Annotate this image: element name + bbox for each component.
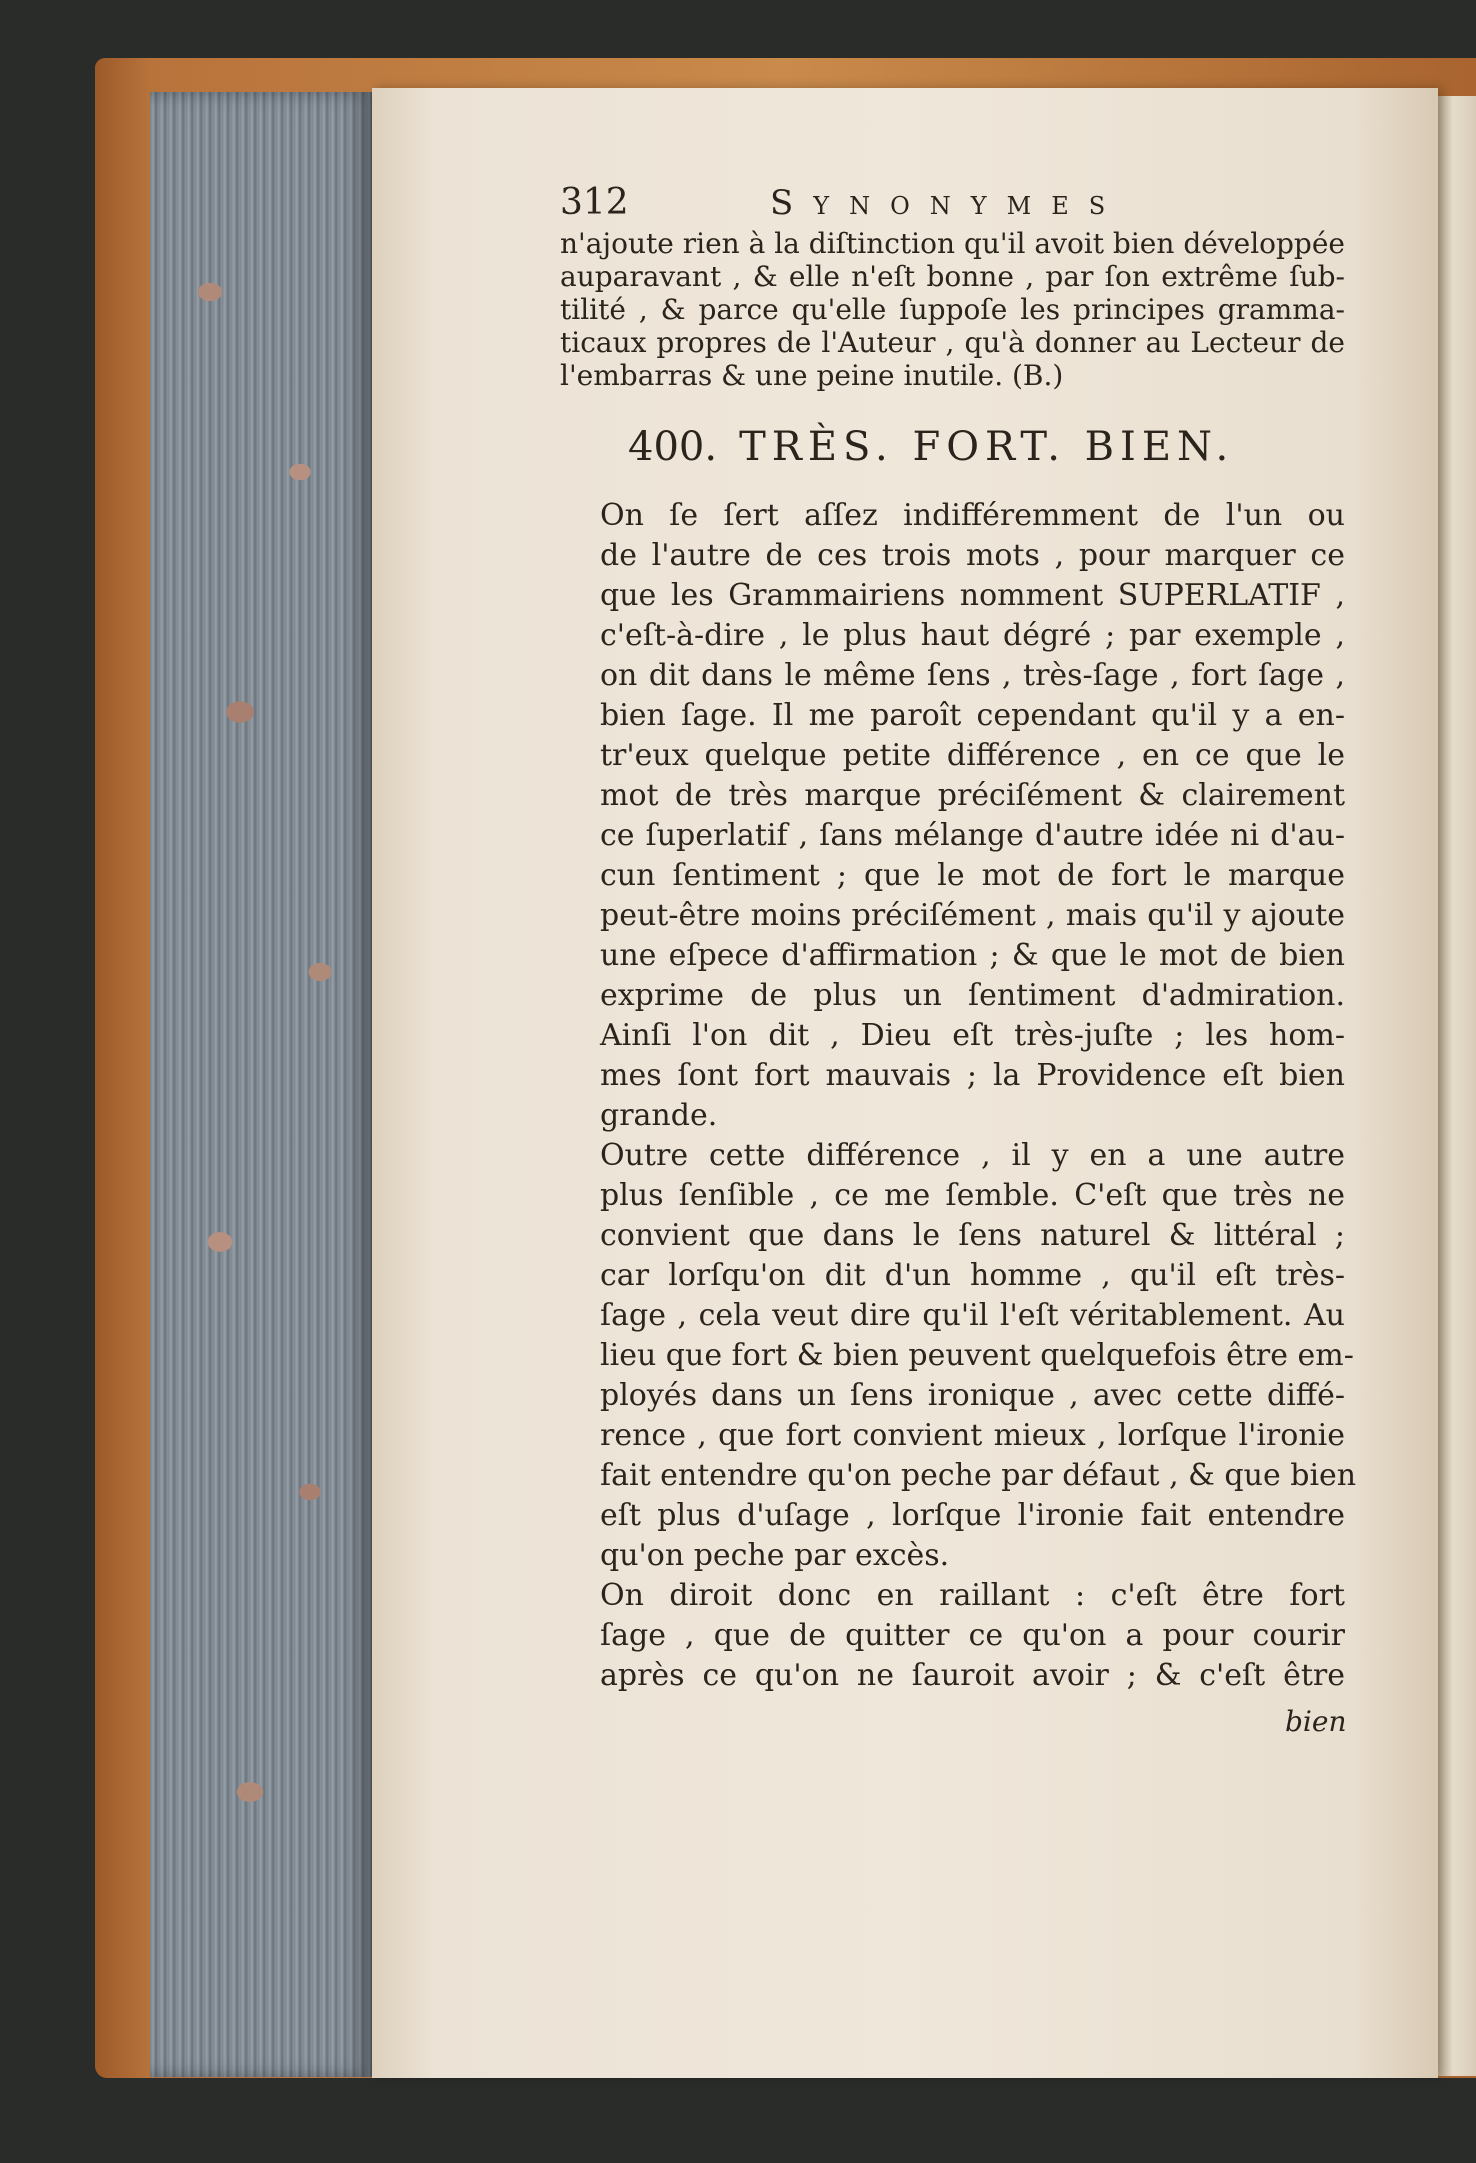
text-line: ployés dans un ſens ironique , avec cette diffé- bbox=[600, 1378, 1345, 1413]
text-line: peut-être moins préciſément , mais qu'il y ajoute bbox=[600, 898, 1345, 933]
text-line: rence , que fort convient mieux , lorſque l'ironie bbox=[600, 1418, 1345, 1453]
text-line: Ainſi l'on dit , Dieu eſt très-juſte ; les hom- bbox=[600, 1018, 1345, 1053]
text-line: tr'eux quelque petite différence , en ce que le bbox=[600, 738, 1345, 773]
text-line: Outre cette différence , il y en a une autre bbox=[600, 1138, 1345, 1173]
text-line: mot de très marque préciſément & clairement bbox=[600, 778, 1345, 813]
text-line: exprime de plus un ſentiment d'admiration. bbox=[600, 978, 1345, 1013]
text-line: ſage , que de quitter ce qu'on a pour courir bbox=[600, 1618, 1345, 1653]
text-line: ce ſuperlatif , ſans mélange d'autre idée ni d'au- bbox=[600, 818, 1345, 853]
text-line: plus ſenſible , ce me ſemble. C'eſt que très ne bbox=[600, 1178, 1345, 1213]
text-line: On diroit donc en raillant : c'eſt être fort bbox=[600, 1578, 1345, 1613]
text-line: on dit dans le même ſens , très-ſage , fort ſage , bbox=[600, 658, 1345, 693]
paragraph-2 bbox=[560, 1136, 1357, 1576]
section-number: 400. bbox=[628, 424, 718, 470]
catchword: bien bbox=[1285, 1705, 1347, 1738]
text-line: de l'autre de ces trois mots , pour marquer ce bbox=[600, 538, 1345, 573]
text-line: qu'on peche par excès. bbox=[600, 1538, 950, 1573]
text-line: c'eſt-à-dire , le plus haut dégré ; par exemple , bbox=[600, 618, 1345, 653]
text-line: l'embarras & une peine inutile. (B.) bbox=[560, 359, 1064, 392]
text-line: car lorſqu'on dit d'un homme , qu'il eſt très- bbox=[600, 1258, 1345, 1293]
paragraph-3 bbox=[560, 1576, 1345, 1696]
text-line: convient que dans le ſens naturel & littéral ; bbox=[600, 1218, 1345, 1253]
text-line: que les Grammairiens nomment SUPERLATIF , bbox=[600, 578, 1345, 613]
facing-page-edge bbox=[1438, 96, 1476, 2076]
text-line: tilité , & parce qu'elle ſuppoſe les principes gramma- bbox=[560, 293, 1345, 326]
section-heading bbox=[628, 422, 1345, 472]
text-line: n'ajoute rien à la diſtinction qu'il avoit bien développée bbox=[560, 227, 1345, 260]
page-number: 312 bbox=[560, 182, 629, 223]
text-line: On ſe ſert aſſez indifféremment de l'un ou bbox=[600, 498, 1345, 533]
prev-paragraph bbox=[560, 227, 1345, 392]
text-line: auparavant , & elle n'eſt bonne , par ſon extrême ſub- bbox=[560, 260, 1345, 293]
text-line: lieu que fort & bien peuvent quelquefois être em- bbox=[600, 1338, 1354, 1373]
running-head bbox=[560, 183, 1345, 227]
page-text bbox=[560, 182, 1357, 1696]
running-title: Synonymes bbox=[770, 183, 1126, 223]
text-line: bien ſage. Il me paroît cependant qu'il y a en- bbox=[600, 698, 1345, 733]
text-line: mes ſont fort mauvais ; la Providence eſt bien bbox=[600, 1058, 1345, 1093]
text-line: après ce qu'on ne ſauroit avoir ; & c'eſt être bbox=[600, 1658, 1345, 1693]
text-line: ſage , cela veut dire qu'il l'eſt véritablement. Au bbox=[600, 1298, 1345, 1333]
marbled-page-edges bbox=[150, 92, 372, 2077]
paragraph-1 bbox=[560, 496, 1345, 1136]
section-title: TRÈS. FORT. BIEN. bbox=[739, 424, 1235, 470]
text-line: fait entendre qu'on peche par défaut , & que bien bbox=[600, 1458, 1357, 1493]
text-line: une eſpece d'affirmation ; & que le mot de bien bbox=[600, 938, 1345, 973]
text-line: cun ſentiment ; que le mot de fort le marque bbox=[600, 858, 1345, 893]
text-line: grande. bbox=[600, 1098, 718, 1133]
text-line: ticaux propres de l'Auteur , qu'à donner au Lecteur de bbox=[560, 326, 1345, 359]
text-line: eſt plus d'uſage , lorſque l'ironie fait entendre bbox=[600, 1498, 1345, 1533]
